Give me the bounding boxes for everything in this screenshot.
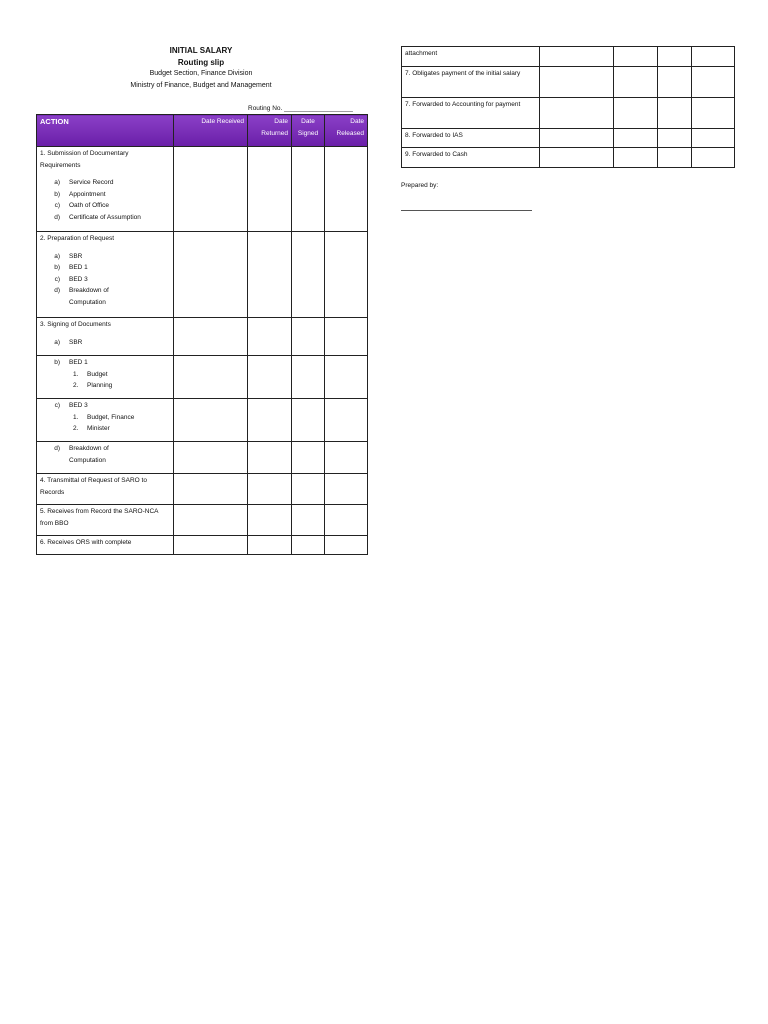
cell-date[interactable]: [692, 67, 735, 98]
signature-line[interactable]: [401, 210, 532, 211]
table-row: [37, 505, 368, 536]
cell-date[interactable]: [325, 505, 368, 536]
cell-date[interactable]: [292, 442, 325, 474]
cell-date[interactable]: [540, 148, 614, 168]
col-date-received: Date Received: [174, 115, 248, 147]
row-signing-bed1: b) BED 1 1. Budget 2. Planning: [37, 356, 174, 399]
cell-date[interactable]: [174, 505, 248, 536]
cell-date[interactable]: [692, 148, 735, 168]
cell-date[interactable]: [692, 98, 735, 129]
preparation-list: a) SBR b) BED 1 c) BED 3 d) Breakdown of Computation: [54, 252, 109, 306]
col-action: ACTION: [37, 115, 174, 147]
table-row: [402, 98, 735, 129]
cell-date[interactable]: [174, 442, 248, 474]
cell-date[interactable]: [614, 129, 658, 148]
ministry-name: Ministry of Finance, Budget and Management: [130, 82, 272, 89]
cell-date[interactable]: [248, 505, 292, 536]
cell-date[interactable]: [614, 67, 658, 98]
cell-date[interactable]: [174, 232, 248, 318]
cell-date[interactable]: [325, 147, 368, 232]
table-row: [402, 47, 735, 67]
cell-date[interactable]: [692, 129, 735, 148]
cell-date[interactable]: [540, 129, 614, 148]
col-date-returned: Date Returned: [248, 115, 292, 147]
cell-date[interactable]: [248, 356, 292, 399]
table-row: [402, 129, 735, 148]
row-forwarded-accounting: 7. Forwarded to Accounting for payment: [402, 98, 540, 129]
cell-date[interactable]: [292, 356, 325, 399]
cell-date[interactable]: [325, 474, 368, 505]
cell-date[interactable]: [292, 318, 325, 356]
row-forwarded-cash: 9. Forwarded to Cash: [402, 148, 540, 168]
form-title: INITIAL SALARY: [169, 46, 233, 55]
row-signing-breakdown: d) Breakdown of Computation: [37, 442, 174, 474]
cell-date[interactable]: [292, 147, 325, 232]
cell-date[interactable]: [248, 399, 292, 442]
row-signing-bed3: c) BED 3 1. Budget, Finance 2. Minister: [37, 399, 174, 442]
cell-date[interactable]: [540, 98, 614, 129]
cell-date[interactable]: [248, 318, 292, 356]
table-row: [37, 474, 368, 505]
table-row: [37, 536, 368, 555]
cell-date[interactable]: [325, 318, 368, 356]
cell-date[interactable]: [174, 356, 248, 399]
cell-date[interactable]: [248, 442, 292, 474]
table-row: [402, 148, 735, 168]
cell-date[interactable]: [692, 47, 735, 67]
table-row: [37, 399, 368, 442]
cell-date[interactable]: [292, 232, 325, 318]
routing-number-field: Routing No. ___________________: [248, 105, 353, 112]
cell-date[interactable]: [325, 232, 368, 318]
cell-date[interactable]: [174, 536, 248, 555]
table-header-row: [37, 115, 368, 147]
table-row: [37, 147, 368, 232]
row-signing: 3. Signing of Documents a) SBR: [37, 318, 174, 356]
cell-date[interactable]: [658, 129, 692, 148]
col-date-released: Date Released: [325, 115, 368, 147]
prepared-by-label: Prepared by:: [401, 182, 439, 189]
row-attachment: attachment: [402, 47, 540, 67]
cell-date[interactable]: [540, 47, 614, 67]
table-row: [37, 442, 368, 474]
section-name: Budget Section, Finance Division: [149, 70, 253, 77]
routing-table-continued: [401, 46, 735, 168]
cell-date[interactable]: [248, 147, 292, 232]
cell-date[interactable]: [614, 148, 658, 168]
cell-date[interactable]: [248, 232, 292, 318]
form-subtitle: Routing slip: [177, 58, 225, 67]
routing-table-main: [36, 114, 368, 555]
cell-date[interactable]: [614, 98, 658, 129]
col-date-signed: Date Signed: [292, 115, 325, 147]
row-obligates-payment: 7. Obligates payment of the initial salary: [402, 67, 540, 98]
cell-date[interactable]: [325, 536, 368, 555]
cell-date[interactable]: [658, 148, 692, 168]
table-row: [37, 318, 368, 356]
cell-date[interactable]: [292, 399, 325, 442]
table-row: [37, 356, 368, 399]
row-forwarded-ias: 8. Forwarded to IAS: [402, 129, 540, 148]
cell-date[interactable]: [292, 536, 325, 555]
row-submission: 1. Submission of Documentary Requirements a) Service Record b) Appointment c) Oath of Office d) Certificate of Assumption: [37, 147, 174, 232]
cell-date[interactable]: [325, 442, 368, 474]
cell-date[interactable]: [658, 98, 692, 129]
cell-date[interactable]: [174, 318, 248, 356]
cell-date[interactable]: [614, 47, 658, 67]
cell-date[interactable]: [248, 536, 292, 555]
row-receives-ors: 6. Receives ORS with complete: [37, 536, 174, 555]
cell-date[interactable]: [174, 399, 248, 442]
table-row: [37, 232, 368, 318]
cell-date[interactable]: [292, 505, 325, 536]
cell-date[interactable]: [325, 399, 368, 442]
submission-list: a) Service Record b) Appointment c) Oath of Office d) Certificate of Assumption: [54, 179, 141, 221]
cell-date[interactable]: [658, 47, 692, 67]
table-row: [402, 67, 735, 98]
cell-date[interactable]: [174, 147, 248, 232]
cell-date[interactable]: [292, 474, 325, 505]
cell-date[interactable]: [540, 67, 614, 98]
row-receives-saro: 5. Receives from Record the SARO-NCA from BBO: [37, 505, 174, 536]
row-transmittal: 4. Transmittal of Request of SARO to Records: [37, 474, 174, 505]
cell-date[interactable]: [325, 356, 368, 399]
row-preparation: 2. Preparation of Request a) SBR b) BED 1 c) BED 3 d) Breakdown of Computation: [37, 232, 174, 318]
cell-date[interactable]: [174, 474, 248, 505]
cell-date[interactable]: [658, 67, 692, 98]
cell-date[interactable]: [248, 474, 292, 505]
